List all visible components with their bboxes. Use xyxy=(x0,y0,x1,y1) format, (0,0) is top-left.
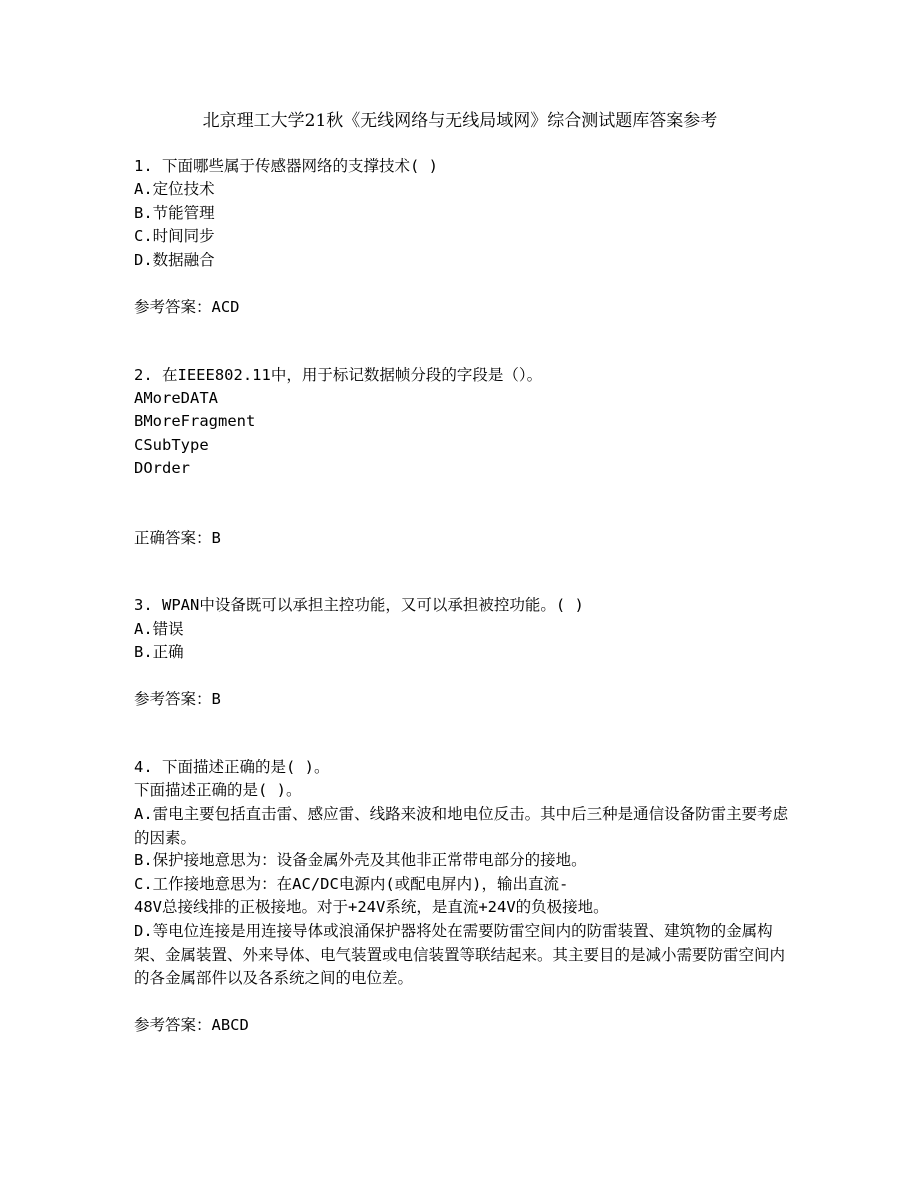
question-3-answer: 参考答案：B xyxy=(134,690,221,708)
document-title: 北京理工大学21秋《无线网络与无线局域网》综合测试题库答案参考 xyxy=(202,111,718,131)
question-1-answer: 参考答案：ACD xyxy=(134,298,240,316)
question-3-option-a: A.错误 xyxy=(134,620,184,638)
question-2-stem: 2. 在IEEE802.11中，用于标记数据帧分段的字段是（）。 xyxy=(134,366,543,384)
question-1-option-d: D.数据融合 xyxy=(134,251,215,269)
question-4-option-b: B.保护接地意思为：设备金属外壳及其他非正常带电部分的接地。 xyxy=(134,851,587,869)
question-1-option-a: A.定位技术 xyxy=(134,180,215,198)
question-4-substem: 下面描述正确的是( )。 xyxy=(134,781,302,799)
question-4-option-c-continued: 48V总接线排的正极接地。对于+24V系统，是直流+24V的负极接地。 xyxy=(134,898,609,916)
question-3-option-b: B.正确 xyxy=(134,643,184,661)
question-3-stem: 3. WPAN中设备既可以承担主控功能，又可以承担被控功能。( ) xyxy=(134,596,584,614)
question-4-option-c: C.工作接地意思为：在AC/DC电源内(或配电屏内)，输出直流- xyxy=(134,875,569,893)
question-1-option-c: C.时间同步 xyxy=(134,227,215,245)
question-4-option-a: A.雷电主要包括直击雷、感应雷、线路来波和地电位反击。其中后三种是通信设备防雷主要考虑的因素。 xyxy=(134,805,789,847)
question-2-option-d: DOrder xyxy=(134,459,190,477)
question-2-option-a: AMoreDATA xyxy=(134,389,218,407)
question-4-answer: 参考答案：ABCD xyxy=(134,1016,249,1034)
question-1-option-b: B.节能管理 xyxy=(134,204,215,222)
question-4-option-d: D.等电位连接是用连接导体或浪涌保护器将处在需要防雷空间内的防雷装置、建筑物的金属构架、金属装置、外来导体、电气装置或电信装置等联结起来。其主要目的是减小需要防雷空间内的各金属部件以及各系统之间的电位差。 xyxy=(134,922,786,987)
question-2-option-b: BMoreFragment xyxy=(134,412,256,430)
question-2-answer: 正确答案：B xyxy=(134,529,221,547)
question-1-stem: 1. 下面哪些属于传感器网络的支撑技术( ) xyxy=(134,157,438,175)
question-2-option-c: CSubType xyxy=(134,436,209,454)
question-4-stem: 4. 下面描述正确的是( )。 xyxy=(134,758,330,776)
